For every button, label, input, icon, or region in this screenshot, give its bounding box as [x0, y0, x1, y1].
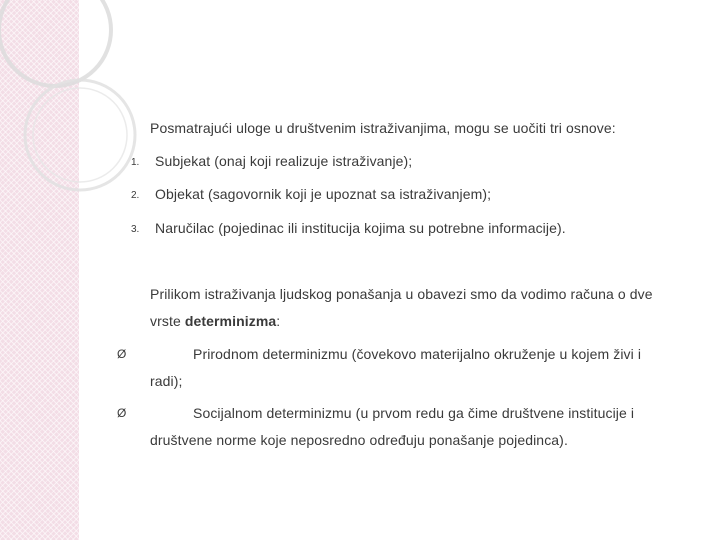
arrow-bullet-icon: Ø — [117, 406, 127, 420]
paragraph-suffix: : — [276, 313, 281, 329]
bullet-item-prirodni-line-1: Prirodnom determinizmu (čovekovo materijalno okruženje u kojem živi i — [193, 346, 642, 362]
bullet-item-prirodni-line-2: radi); — [150, 373, 183, 389]
bullet-item-socijalni-line-1: Socijalnom determinizmu (u prvom redu ga čime društvene institucije i — [193, 405, 635, 421]
decorative-circles — [0, 0, 160, 220]
list-item-narucilac: Naručilac (pojedinac ili institucija kojima su potrebne informacije). — [155, 220, 566, 236]
determinizma-emphasis: determinizma — [184, 313, 277, 329]
arrow-bullet-icon: Ø — [117, 347, 127, 361]
list-item-subjekat: Subjekat (onaj koji realizuje istraživanje); — [155, 153, 413, 169]
paragraph-line-2 — [150, 313, 280, 329]
list-number: 1. — [131, 157, 140, 168]
bullet-item-socijalni-line-2: društvene norme koje neposredno određuju ponašanje pojedinca). — [150, 432, 568, 448]
list-number: 2. — [131, 190, 140, 201]
intro-text: Posmatrajući uloge u društvenim istraživanjima, mogu se uočiti tri osnove: — [150, 120, 616, 136]
list-item-objekat: Objekat (sagovornik koji je upoznat sa istraživanjem); — [155, 186, 492, 202]
paragraph-line-1: Prilikom istraživanja ljudskog ponašanja u obavezi smo da vodimo računa o dve — [150, 286, 653, 302]
paragraph-prefix: vrste — [150, 313, 185, 329]
list-number: 3. — [131, 224, 140, 235]
